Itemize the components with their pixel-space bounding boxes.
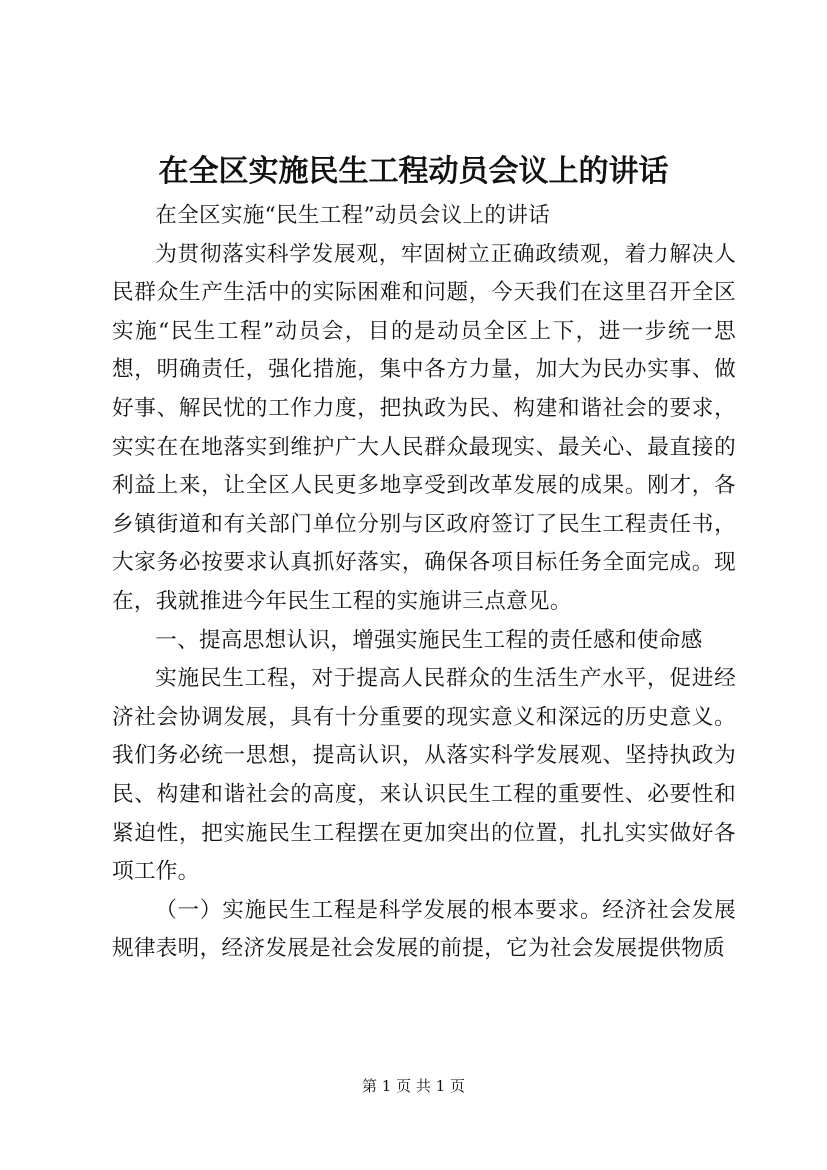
- paragraph-subsection-1: （一）实施民生工程是科学发展的根本要求。经济社会发展规律表明，经济发展是社会发展的前提，它为社会发展提供物质: [112, 897, 736, 962]
- paragraph-intro: 为贯彻落实科学发展观，牢固树立正确政绩观，着力解决人民群众生产生活中的实际困难和问题，今天我们在这里召开全区实施“民生工程”动员会，目的是动员全区上下，进一步统一思想，明确责任，强化措施，集中各方力量，加大为民办实事、做好事、解民忧的工作力度，把执政为民、构建和谐社会的要求，实实在在地落实到维护广大人民群众最现实、最关心、最直接的利益上来，让全区人民更多地享受到改革发展的成果。刚才，各乡镇街道和有关部门单位分别与区政府签订了民生工程责任书，大家务必按要求认真抓好落实，确保各项目标任务全面完成。现在，我就推进今年民生工程的实施讲三点意见。: [112, 241, 736, 614]
- paragraph-section-1: 实施民生工程，对于提高人民群众的生活生产水平，促进经济社会协调发展，具有十分重要的现实意义和深远的历史意义。我们务必统一思想，提高认识，从落实科学发展观、坚持执政为民、构建和谐社会的高度，来认识民生工程的重要性、必要性和紧迫性，把实施民生工程摆在更加突出的位置，扎扎实实做好各项工作。: [112, 666, 736, 885]
- document-title: 在全区实施民生工程动员会议上的讲话: [158, 154, 669, 189]
- page-number-footer: 第 1 页 共 1 页: [362, 1077, 465, 1095]
- paragraph-subtitle: 在全区实施“民生工程”动员会议上的讲话: [155, 203, 551, 228]
- document-body: [112, 197, 736, 969]
- section-heading-1: 一、提高思想认识，增强实施民生工程的责任感和使命感: [155, 627, 703, 653]
